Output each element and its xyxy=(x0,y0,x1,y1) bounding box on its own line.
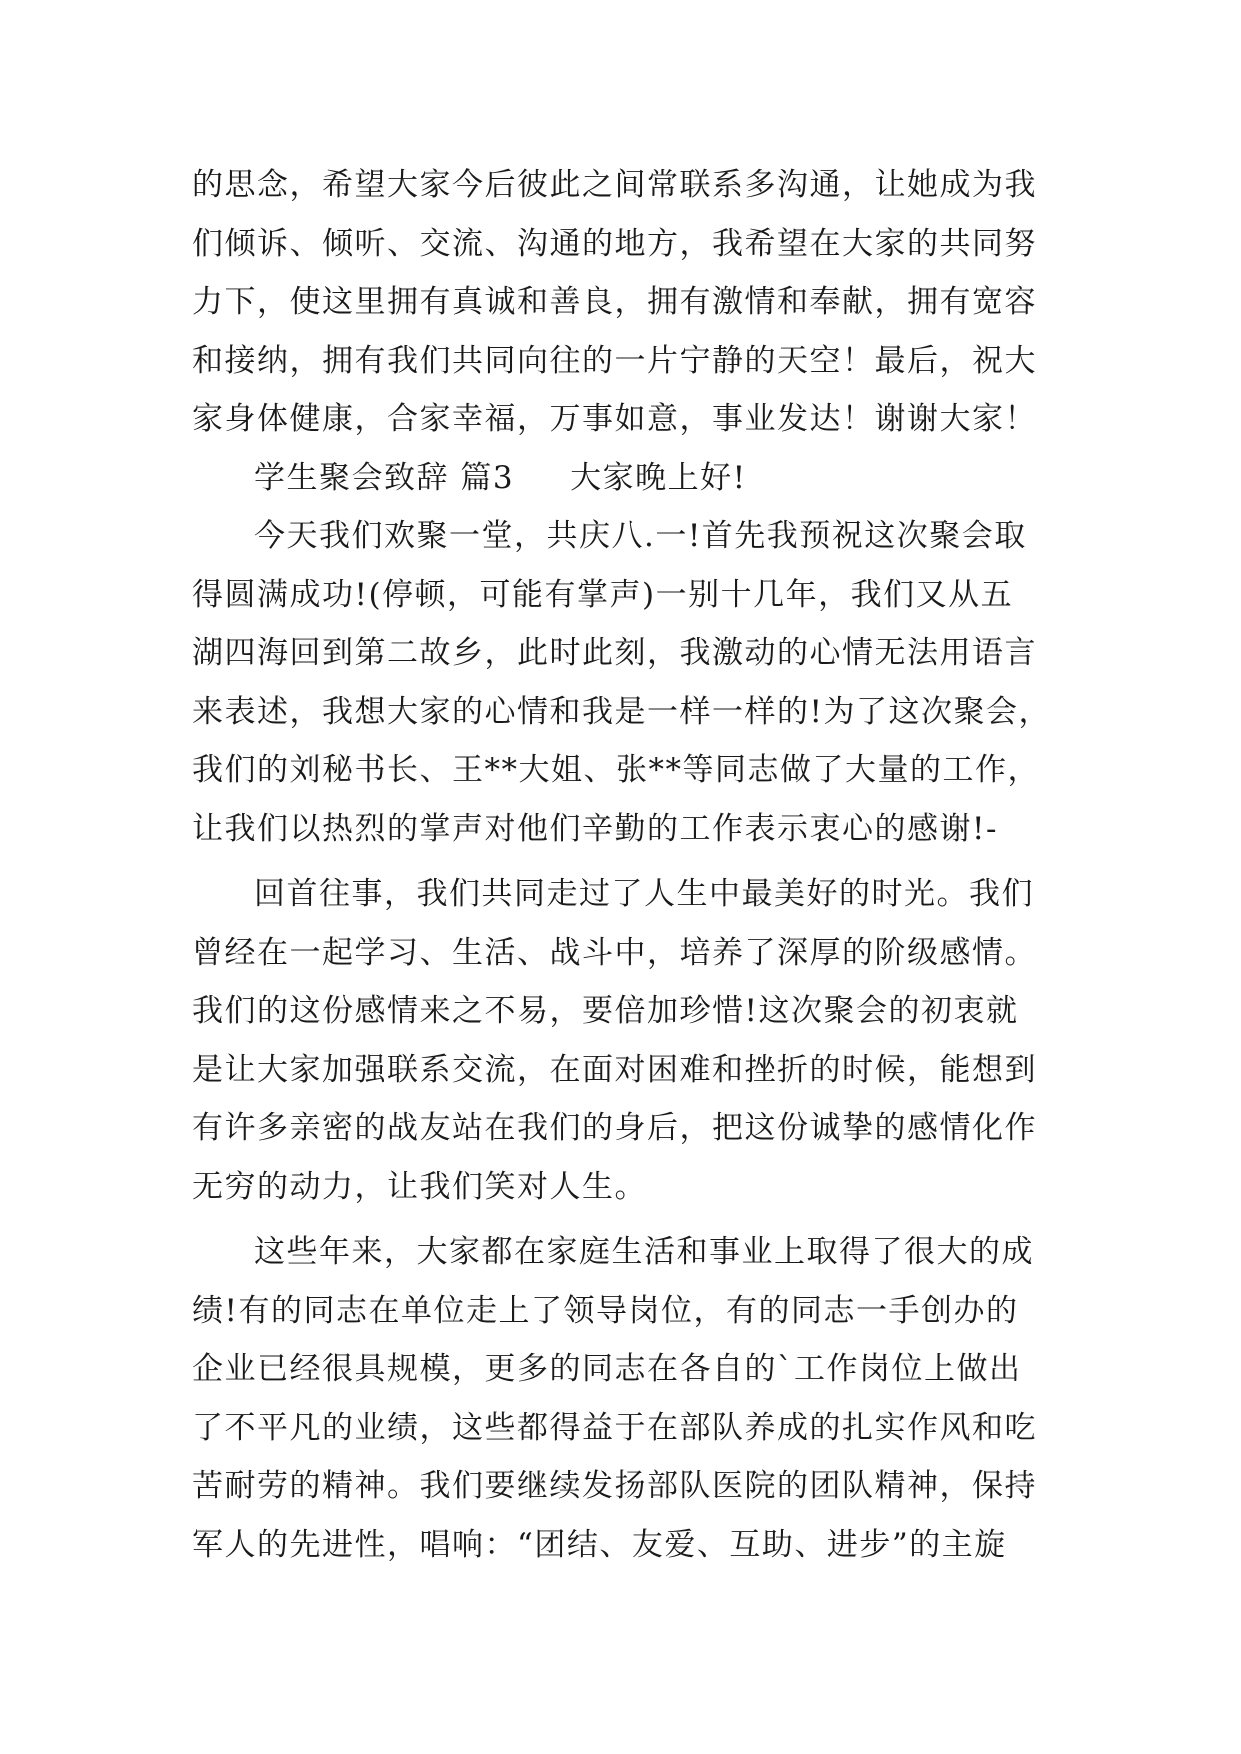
text-line: 湖四海回到第二故乡，此时此刻，我激动的心情无法用语言 xyxy=(192,635,1037,671)
text-line: 和接纳，拥有我们共同向往的一片宁静的天空！最后，祝大 xyxy=(192,342,1037,379)
greeting: 大家晚上好! xyxy=(570,459,747,496)
text-line: 得圆满成功!(停顿，可能有掌声)一别十几年，我们又从五 xyxy=(192,576,1014,613)
text-line: 今天我们欢聚一堂，共庆八.一!首先我预祝这次聚会取 xyxy=(254,518,1027,554)
text-line: 绩!有的同志在单位走上了领导岗位，有的同志一手创办的 xyxy=(192,1292,1019,1329)
text-line: 我们的这份感情来之不易，要倍加珍惜!这次聚会的初衷就 xyxy=(192,993,1019,1029)
section-title: 学生聚会致辞 篇3 xyxy=(254,459,515,496)
text-line: 这些年来，大家都在家庭生活和事业上取得了很大的成 xyxy=(254,1234,1034,1270)
text-line: 的思念，希望大家今后彼此之间常联系多沟通，让她成为我 xyxy=(192,167,1037,203)
text-line: 力下，使这里拥有真诚和善良，拥有激情和奉献，拥有宽容 xyxy=(192,284,1037,320)
text-line: 有许多亲密的战友站在我们的身后，把这份诚挚的感情化作 xyxy=(192,1110,1037,1146)
text-line: 是让大家加强联系交流，在面对困难和挫折的时候，能想到 xyxy=(192,1051,1037,1088)
text-line: 让我们以热烈的掌声对他们辛勤的工作表示衷心的感谢!- xyxy=(192,810,998,847)
paragraph-1 xyxy=(192,507,1052,858)
text-line: 了不平凡的业绩，这些都得益于在部队养成的扎实作风和吃 xyxy=(192,1409,1037,1446)
text-line: 企业已经很具规模，更多的同志在各自的`工作岗位上做出 xyxy=(192,1351,1022,1387)
section-heading xyxy=(192,449,1052,508)
text-line: 曾经在一起学习、生活、战斗中，培养了深厚的阶级感情。 xyxy=(192,934,1037,971)
text-line: 我们的刘秘书长、王**大姐、张**等同志做了大量的工作， xyxy=(192,752,1040,788)
text-line: 家身体健康，合家幸福，万事如意，事业发达！谢谢大家！ xyxy=(192,401,1037,437)
document-body xyxy=(192,156,1052,1574)
paragraph-closing xyxy=(192,156,1052,449)
paragraph-2 xyxy=(192,865,1052,1216)
paragraph-3 xyxy=(192,1223,1052,1574)
text-line: 苦耐劳的精神。我们要继续发扬部队医院的团队精神，保持 xyxy=(192,1468,1037,1504)
text-line: 回首往事，我们共同走过了人生中最美好的时光。我们 xyxy=(254,876,1034,912)
text-line: 来表述，我想大家的心情和我是一样一样的!为了这次聚会， xyxy=(192,693,1051,730)
text-line: 们倾诉、倾听、交流、沟通的地方，我希望在大家的共同努 xyxy=(192,225,1037,262)
text-line: 无穷的动力，让我们笑对人生。 xyxy=(192,1168,647,1205)
text-line: 军人的先进性，唱响：“团结、友爱、互助、进步”的主旋 xyxy=(192,1526,1007,1563)
